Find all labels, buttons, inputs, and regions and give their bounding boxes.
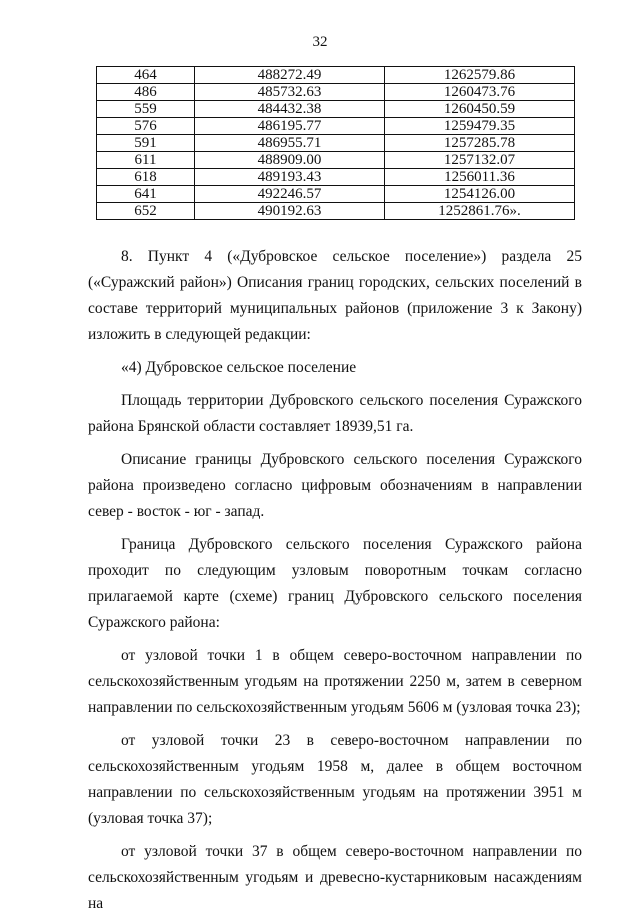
x-coordinate-cell: 488272.49 [195,67,385,84]
y-coordinate-cell: 1260473.76 [385,84,575,101]
point-number-cell: 652 [97,203,195,220]
coordinates-table-body [97,67,575,220]
table-row [97,84,575,101]
y-coordinate-cell: 1254126.00 [385,186,575,203]
table-row [97,135,575,152]
x-coordinate-cell: 490192.63 [195,203,385,220]
y-coordinate-cell: 1260450.59 [385,101,575,118]
paragraph-direction: Описание границы Дубровского сельского поселения Суражского района произведено согласно цифровым обозначениям в направлении север - восток - юг - запад. [88,451,582,520]
y-coordinate-cell: 1262579.86 [385,67,575,84]
y-coordinate-cell: 1259479.35 [385,118,575,135]
y-coordinate-cell: 1257285.78 [385,135,575,152]
coordinates-table [96,66,575,220]
point-number-cell: 464 [97,67,195,84]
table-row [97,118,575,135]
table-row [97,67,575,84]
x-coordinate-cell: 486955.71 [195,135,385,152]
table-row [97,169,575,186]
x-coordinate-cell: 492246.57 [195,186,385,203]
paragraph-point-1: от узловой точки 1 в общем северо-восточном направлении по сельскохозяйственным угодьям на протяжении 2250 м, затем в северном направлении по сельскохозяйственным угодьям 5606 м (узловая точка 23); [88,647,582,716]
y-coordinate-cell: 1252861.76». [385,203,575,220]
point-number-cell: 618 [97,169,195,186]
point-number-cell: 591 [97,135,195,152]
x-coordinate-cell: 488909.00 [195,152,385,169]
y-coordinate-cell: 1257132.07 [385,152,575,169]
x-coordinate-cell: 485732.63 [195,84,385,101]
table-row [97,101,575,118]
point-number-cell: 559 [97,101,195,118]
x-coordinate-cell: 484432.38 [195,101,385,118]
paragraph-amendment: 8. Пункт 4 («Дубровское сельское поселение») раздела 25 («Суражский район») Описания границ городских, сельских поселений в составе территорий муниципальных районов (приложение 3 к Закону) изложить в следующей редакции: [88,248,582,343]
paragraph-heading: «4) Дубровское сельское поселение [121,359,357,376]
paragraph-area: Площадь территории Дубровского сельского поселения Суражского района Брянской области составляет 18939,51 га. [88,392,582,435]
table-row [97,186,575,203]
table-row [97,203,575,220]
point-number-cell: 576 [97,118,195,135]
page-number: 32 [312,34,328,50]
point-number-cell: 611 [97,152,195,169]
x-coordinate-cell: 486195.77 [195,118,385,135]
point-number-cell: 641 [97,186,195,203]
paragraph-point-23: от узловой точки 23 в северо-восточном направлении по сельскохозяйственным угодьям 1958 м, далее в общем восточном направлении по сельскохозяйственным угодьям на протяжении 3951 м (узловая точка 37); [88,732,582,827]
y-coordinate-cell: 1256011.36 [385,169,575,186]
point-number-cell: 486 [97,84,195,101]
paragraph-boundary: Граница Дубровского сельского поселения Суражского района проходит по следующим узловым поворотным точкам согласно прилагаемой карте (схеме) границ Дубровского сельского поселения Суражского района: [88,536,582,631]
x-coordinate-cell: 489193.43 [195,169,385,186]
table-row [97,152,575,169]
paragraph-point-37: от узловой точки 37 в общем северо-восточном направлении по сельскохозяйственным угодьям и древесно-кустарниковым насаждениям на [88,843,582,912]
document-body [88,244,582,917]
